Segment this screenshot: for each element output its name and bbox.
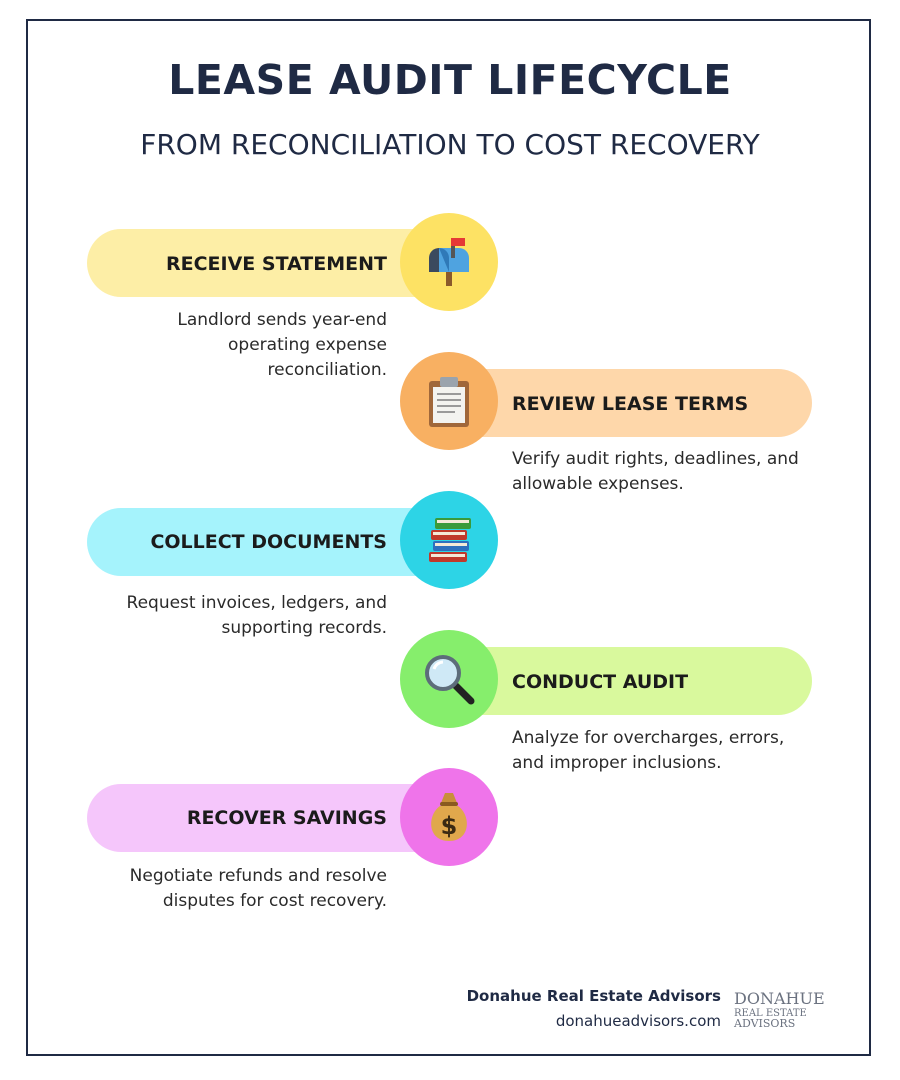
clipboard-icon [421, 373, 477, 429]
page-subtitle: FROM RECONCILIATION TO COST RECOVERY [140, 128, 760, 161]
step-circle [400, 352, 498, 450]
step-title: RECOVER SAVINGS [186, 807, 387, 829]
step-description: Landlord sends year-end operating expense reconciliation. [177, 310, 387, 380]
step-description: Request invoices, ledgers, and supporting records. [126, 593, 387, 638]
logo-line: REAL ESTATE [734, 1008, 807, 1019]
step-title: CONDUCT AUDIT [512, 671, 689, 693]
footer-website-link[interactable]: donahueadvisors.com [555, 1012, 721, 1030]
magnifying-glass-icon [421, 651, 477, 707]
money-bag-icon [421, 789, 477, 845]
step-circle [400, 491, 498, 589]
step-description: Verify audit rights, deadlines, and allowable expenses. [512, 449, 799, 494]
step-description: Negotiate refunds and resolve disputes for cost recovery. [129, 866, 387, 911]
page-title: LEASE AUDIT LIFECYCLE [168, 56, 732, 104]
step-description: Analyze for overcharges, errors, and improper inclusions. [512, 728, 785, 773]
logo-line: DONAHUE [734, 989, 825, 1008]
mailbox-icon [421, 234, 477, 290]
books-icon [421, 512, 477, 568]
step-title: REVIEW LEASE TERMS [512, 393, 749, 415]
svg-text:$: $ [440, 812, 458, 840]
step-circle [400, 768, 498, 866]
step-title: COLLECT DOCUMENTS [150, 531, 387, 553]
company-logo [734, 988, 825, 1030]
step-title: RECEIVE STATEMENT [166, 253, 387, 275]
step-circle [400, 213, 498, 311]
footer-company-name: Donahue Real Estate Advisors [466, 987, 721, 1005]
step-circle [400, 630, 498, 728]
logo-line: ADVISORS [734, 1017, 796, 1030]
